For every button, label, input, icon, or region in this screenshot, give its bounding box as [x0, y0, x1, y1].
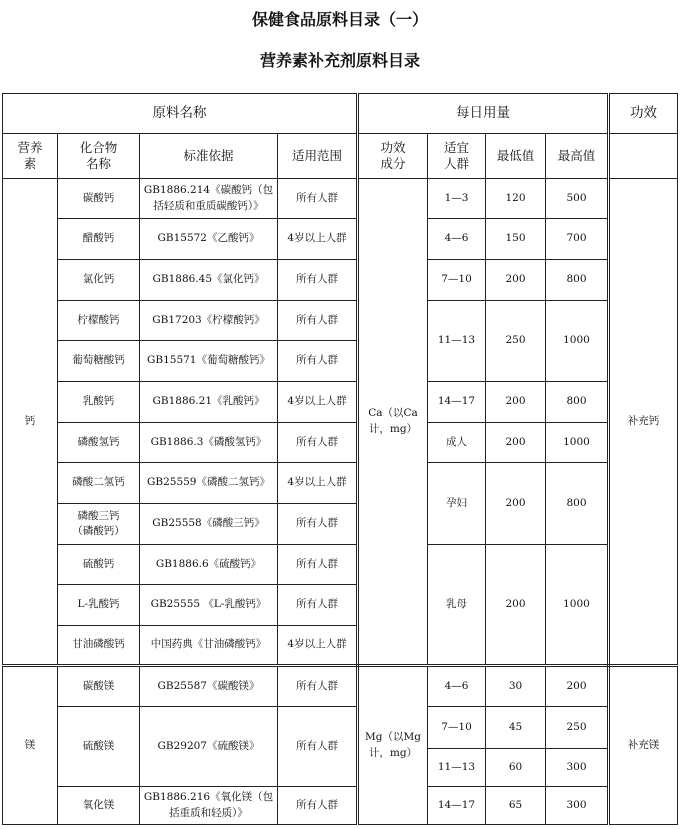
max-cell: 300: [546, 749, 609, 787]
scope-cell: 所有人群: [278, 341, 358, 382]
min-cell: 60: [486, 749, 546, 787]
table-row: [3, 666, 678, 707]
standard-cell: GB29207《硫酸镁》: [140, 707, 278, 787]
standard-cell: GB15571《葡萄糖酸钙》: [140, 341, 278, 382]
max-cell: 800: [546, 260, 609, 301]
scope-cell: 所有人群: [278, 545, 358, 585]
compound-cell: 葡萄糖酸钙: [58, 341, 140, 382]
document-title: 保健食品原料目录（一）: [251, 10, 428, 29]
compound-cell: L-乳酸钙: [58, 585, 140, 626]
header-scope: 适用范围: [278, 134, 358, 179]
table-row: [3, 545, 678, 585]
header-population: 适宜人群: [428, 134, 486, 179]
compound-cell: 硫酸镁: [58, 707, 140, 787]
scope-cell: 4岁以上人群: [278, 463, 358, 504]
population-cell: 1—3: [428, 179, 486, 219]
standard-cell: GB25559《磷酸二氢钙》: [140, 463, 278, 504]
table-group-header-row: [3, 94, 678, 134]
compound-cell: 醋酸钙: [58, 219, 140, 260]
header-component: 功效成分: [358, 134, 428, 179]
compound-cell: 碳酸镁: [58, 666, 140, 707]
min-cell: 65: [486, 787, 546, 825]
compound-cell: 乳酸钙: [58, 382, 140, 423]
scope-cell: 4岁以上人群: [278, 219, 358, 260]
max-cell: 800: [546, 463, 609, 545]
header-compound-name: 化合物名称: [58, 134, 140, 179]
max-cell: 1000: [546, 301, 609, 382]
max-cell: 250: [546, 707, 609, 749]
population-cell: 成人: [428, 423, 486, 463]
standard-cell: GB1886.3《磷酸氢钙》: [140, 423, 278, 463]
standard-cell: GB1886.214《碳酸钙（包括轻质和重质碳酸钙）》: [140, 179, 278, 219]
table-row: [3, 382, 678, 423]
header-raw-material: 原料名称: [3, 94, 358, 134]
max-cell: 800: [546, 382, 609, 423]
table-row: [3, 787, 678, 825]
max-cell: 700: [546, 219, 609, 260]
population-cell: 14—17: [428, 787, 486, 825]
max-cell: 500: [546, 179, 609, 219]
table-row: [3, 707, 678, 747]
header-function-spacer: [609, 134, 678, 179]
min-cell: 200: [486, 545, 546, 666]
component-cell: Ca（以Ca计，mg）: [358, 179, 428, 666]
standard-cell: GB17203《柠檬酸钙》: [140, 301, 278, 341]
min-cell: 120: [486, 179, 546, 219]
standard-cell: GB15572《乙酸钙》: [140, 219, 278, 260]
function-cell: 补充钙: [609, 179, 678, 666]
table-column-header-row: [3, 134, 678, 179]
table-row: [3, 423, 678, 463]
compound-cell: 磷酸三钙（磷酸钙）: [58, 504, 140, 545]
compound-cell: 磷酸二氢钙: [58, 463, 140, 504]
standard-cell: 中国药典《甘油磷酸钙》: [140, 626, 278, 666]
population-cell: 11—13: [428, 301, 486, 382]
header-daily-dose: 每日用量: [358, 94, 609, 134]
table-row: [3, 219, 678, 260]
min-cell: 30: [486, 666, 546, 707]
min-cell: 45: [486, 707, 546, 749]
population-cell: 4—6: [428, 219, 486, 260]
nutrient-cell: 镁: [3, 666, 58, 825]
compound-cell: 硫酸钙: [58, 545, 140, 585]
population-cell: 7—10: [428, 260, 486, 301]
standard-cell: GB25587《碳酸镁》: [140, 666, 278, 707]
max-cell: 1000: [546, 545, 609, 666]
min-cell: 200: [486, 260, 546, 301]
scope-cell: 所有人群: [278, 260, 358, 301]
population-cell: 14—17: [428, 382, 486, 423]
document-subtitle: 营养素补充剂原料目录: [259, 51, 420, 70]
min-cell: 200: [486, 463, 546, 545]
population-cell: 4—6: [428, 666, 486, 707]
scope-cell: 所有人群: [278, 585, 358, 626]
compound-cell: 甘油磷酸钙: [58, 626, 140, 666]
standard-cell: GB1886.45《氯化钙》: [140, 260, 278, 301]
function-cell: 补充镁: [609, 666, 678, 825]
standard-cell: GB1886.6《硫酸钙》: [140, 545, 278, 585]
header-standard: 标准依据: [140, 134, 278, 179]
nutrient-cell: 钙: [3, 179, 58, 666]
min-cell: 200: [486, 423, 546, 463]
scope-cell: 所有人群: [278, 179, 358, 219]
component-cell: Mg（以Mg计，mg）: [358, 666, 428, 825]
header-function: 功效: [609, 94, 678, 134]
scope-cell: 所有人群: [278, 707, 358, 787]
population-cell: 孕妇: [428, 463, 486, 545]
scope-cell: 所有人群: [278, 301, 358, 341]
population-cell: 7—10: [428, 707, 486, 749]
table-row: [3, 463, 678, 504]
max-cell: 1000: [546, 423, 609, 463]
scope-cell: 4岁以上人群: [278, 382, 358, 423]
table-row: [3, 260, 678, 301]
population-cell: 乳母: [428, 545, 486, 666]
standard-cell: GB1886.21《乳酸钙》: [140, 382, 278, 423]
raw-material-catalog-table: [2, 93, 678, 825]
population-cell: 11—13: [428, 749, 486, 787]
standard-cell: GB25558《磷酸三钙》: [140, 504, 278, 545]
compound-cell: 氯化钙: [58, 260, 140, 301]
standard-cell: GB1886.216《氧化镁（包括重质和轻质）》: [140, 787, 278, 825]
scope-cell: 所有人群: [278, 666, 358, 707]
max-cell: 200: [546, 666, 609, 707]
compound-cell: 氧化镁: [58, 787, 140, 825]
header-max: 最高值: [546, 134, 609, 179]
compound-cell: 柠檬酸钙: [58, 301, 140, 341]
min-cell: 200: [486, 382, 546, 423]
table-row: [3, 179, 678, 219]
scope-cell: 4岁以上人群: [278, 626, 358, 666]
max-cell: 300: [546, 787, 609, 825]
header-nutrient: 营养素: [3, 134, 58, 179]
standard-cell: GB25555 《L-乳酸钙》: [140, 585, 278, 626]
scope-cell: 所有人群: [278, 504, 358, 545]
compound-cell: 碳酸钙: [58, 179, 140, 219]
scope-cell: 所有人群: [278, 423, 358, 463]
scope-cell: 所有人群: [278, 787, 358, 825]
compound-cell: 磷酸氢钙: [58, 423, 140, 463]
min-cell: 150: [486, 219, 546, 260]
min-cell: 250: [486, 301, 546, 382]
header-min: 最低值: [486, 134, 546, 179]
table-row: [3, 301, 678, 341]
